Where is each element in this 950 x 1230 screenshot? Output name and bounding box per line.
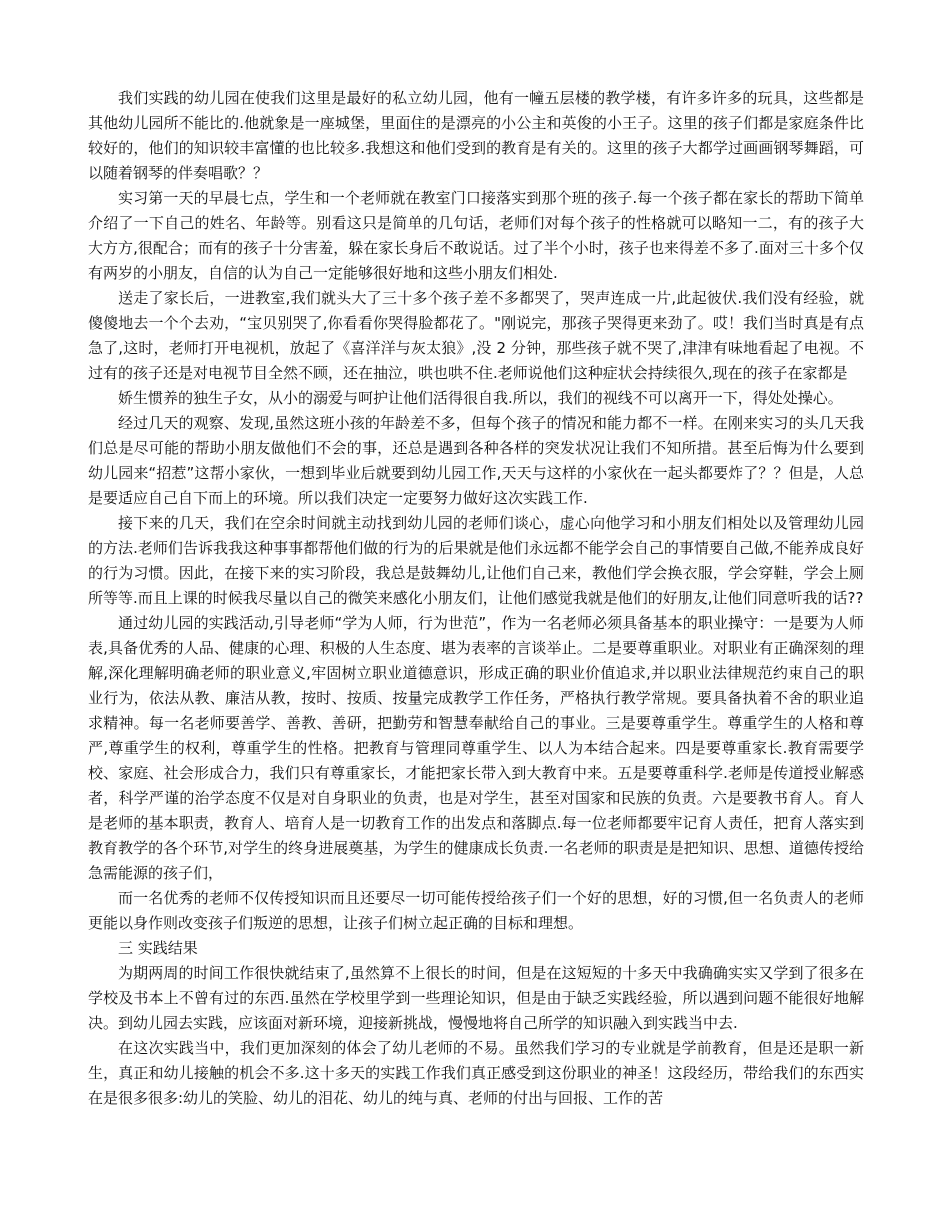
paragraph-kindergarten-intro: 我们实践的幼儿园在使我们这里是最好的私立幼儿园，他有一幢五层楼的教学楼，有许多许多的玩具，这些都是其他幼儿园所不能比的.他就象是一座城堡，里面住的是漂亮的小公主和英俊的小王子。这里的孩子们都是家庭条件比较好的，他们的知识较丰富懂的也比较多.我想这和他们受到的教育是有关的。这里的孩子大都学过画画钢琴舞蹈，可以随着钢琴的伴奏唱歌？？ bbox=[88, 89, 864, 182]
paragraph-two-weeks: 为期两周的时间工作很快就结束了,虽然算不上很长的时间，但是在这短短的十多天中我确确实实又学到了很多在学校及书本上不曾有过的东西.虽然在学校里学到一些理论知识，但是由于缺乏实践经验，所以遇到问题不能很好地解决。到幼儿园去实践，应该面对新环境，迎接新挑战，慢慢地将自己所学的知识融入到实践当中去. bbox=[88, 964, 864, 1032]
paragraph-reflection: 在这次实践当中，我们更加深刻的体会了幼儿老师的不易。虽然我们学习的专业就是学前教育，但是还是职一新生，真正和幼儿接触的机会不多.这十多天的实践工作我们真正感受到这份职业的神圣！这段经历，带给我们的东西实在是很多很多:幼儿的笑脸、幼儿的泪花、幼儿的纯与真、老师的付出与回报、工作的苦 bbox=[88, 1039, 864, 1107]
paragraph-professional-ethics: 通过幼儿园的实践活动,引导老师“学为人师，行为世范”，作为一名老师必须具备基本的职业操守：一是要为人师表,具备优秀的人品、健康的心理、积极的人生态度、堪为表率的言谈举止。二是要尊重职业。对职业有正确深刻的理解,深化理解明确老师的职业意义,牢固树立职业道德意识，形成正确的职业价值追求,并以职业法律规范约束自己的职业行为，依法从教、廉洁从教，按时、按质、按量完成教学工作任务，严格执行教学常规。要具备执着不舍的职业追求精神。每一名老师要善学、善教、善研，把勤劳和智慧奉献给自己的事业。三是要尊重学生。尊重学生的人格和尊严,尊重学生的权利，尊重学生的性格。把教育与管理同尊重学生、以人为本结合起来。四是要尊重家长.教育需要学校、家庭、社会形成合力，我们只有尊重家长，才能把家长带入到大教育中来。五是要尊重科学.老师是传道授业解惑者，科学严谨的治学态度不仅是对自身职业的负责，也是对学生，甚至对国家和民族的负责。六是要教书育人。育人是老师的基本职责，教育人、培育人是一切教育工作的出发点和落脚点.每一位老师都要牢记育人责任，把育人落实到教育教学的各个环节,对学生的终身进展奠基，为学生的健康成长负责.一名老师的职责是是把知识、思想、道德传授给急需能源的孩子们， bbox=[88, 614, 864, 882]
paragraph-learning-methods: 接下来的几天，我们在空余时间就主动找到幼儿园的老师们谈心，虚心向他学习和小朋友们相处以及管理幼儿园的方法.老师们告诉我我这种事事都帮他们做的行为的后果就是他们永远都不能学会自己的事情要自己做,不能养成良好的行为习惯。因此，在接下来的实习阶段，我总是鼓舞幼儿,让他们自己来，教他们学会换衣服，学会穿鞋，学会上厕所等等.而且上课的时候我尽量以自己的微笑来感化小朋友们，让他们感觉我就是他们的好朋友,让他们同意听我的话?? bbox=[88, 514, 864, 607]
section-heading-results: 三 实践结果 bbox=[118, 939, 198, 957]
document-body bbox=[88, 86, 864, 1111]
paragraph-observation: 经过几天的观察、发现,虽然这班小孩的年龄差不多，但每个孩子的情况和能力都不一样。在刚来实习的头几天我们总是尽可能的帮助小朋友做他们不会的事，还总是遇到各种各样的突发状况让我们不知所措。甚至后悔为什么要到幼儿园来“招惹”这帮小家伙，一想到毕业后就要到幼儿园工作,天天与这样的小家伙在一起头都要炸了？？但是，人总是要适应自己自下而上的环境。所以我们决定一定要努力做好这次实践工作. bbox=[88, 414, 864, 507]
paragraph-children-crying: 送走了家长后，一进教室,我们就头大了三十多个孩子差不多都哭了，哭声连成一片,此起彼伏.我们没有经验，就傻傻地去一个个去劝，“宝贝别哭了,你看看你哭得脸都花了。"刚说完，那孩子哭得更来劲了。哎！我们当时真是有点急了,这时，老师打开电视机，放起了《喜洋洋与灰太狼》,没 2 分钟，那些孩子就不哭了,津津有味地看起了电视。不过有的孩子还是对电视节目全然不顾，还在抽泣，哄也哄不住.老师说他们这种症状会持续很久,现在的孩子在家都是 bbox=[88, 289, 864, 382]
paragraph-spoiled-children: 娇生惯养的独生子女，从小的溺爱与呵护让他们活得很自我.所以，我们的视线不可以离开一下，得处处操心。 bbox=[118, 389, 843, 407]
paragraph-first-day: 实习第一天的早晨七点，学生和一个老师就在教室门口接落实到那个班的孩子.每一个孩子都在家长的帮助下简单介绍了一下自己的姓名、年龄等。别看这只是简单的几句话，老师们对每个孩子的性格就可以略知一二，有的孩子大大方方,很配合；而有的孩子十分害羞，躲在家长身后不敢说话。过了半个小时，孩子也来得差不多了.面对三十多个仅有两岁的小朋友，自信的认为自己一定能够很好地和这些小朋友们相处. bbox=[88, 189, 864, 282]
paragraph-excellent-teacher: 而一名优秀的老师不仅传授知识而且还要尽一切可能传授给孩子们一个好的思想，好的习惯,但一名负责人的老师更能以身作则改变孩子们叛逆的思想，让孩子们树立起正确的目标和理想。 bbox=[88, 889, 864, 932]
